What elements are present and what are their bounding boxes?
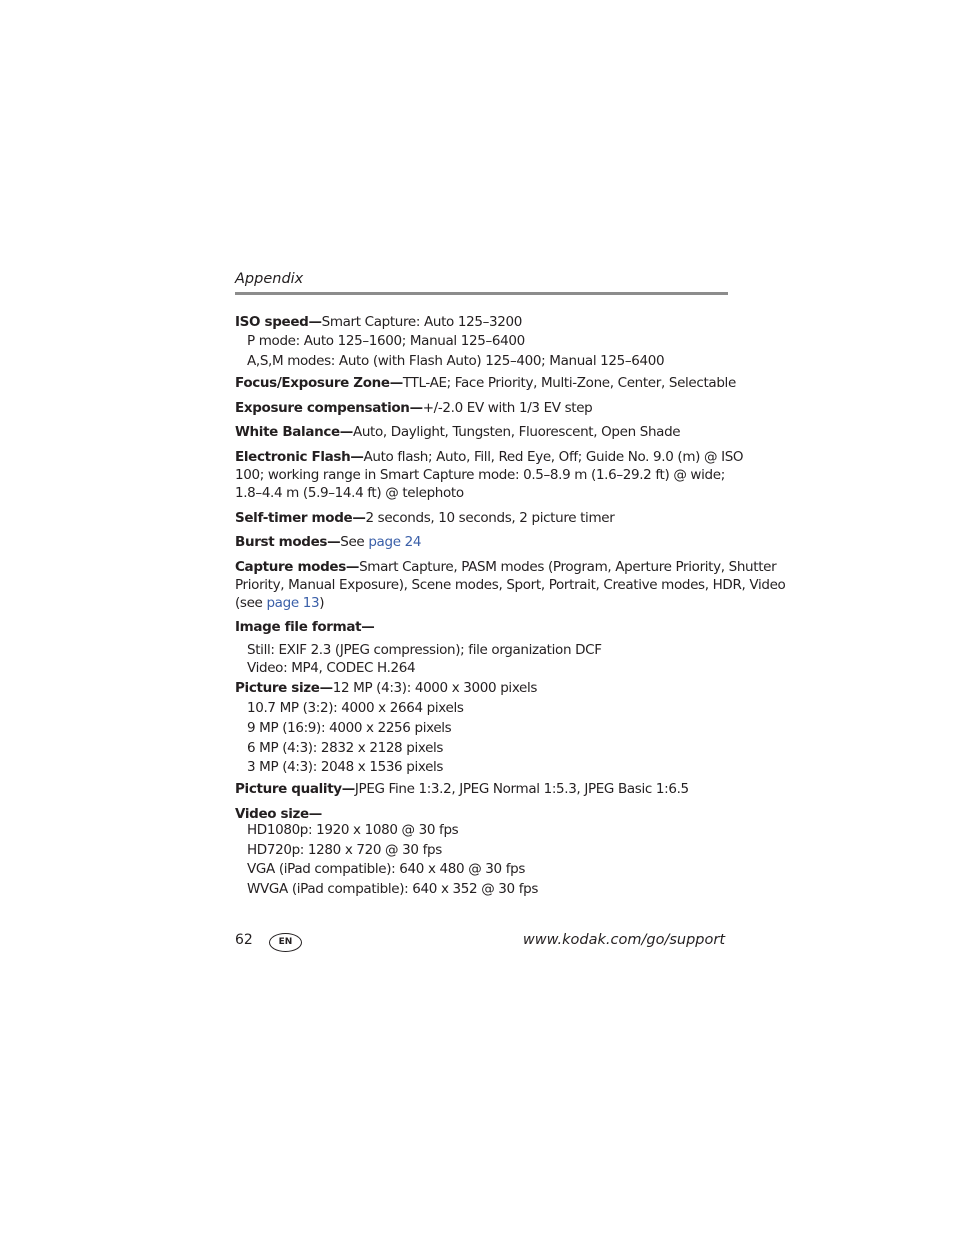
white-balance-value: Auto, Daylight, Tungsten, Fluorescent, Open Shade xyxy=(352,424,681,440)
burst-modes-page-link[interactable]: page 24 xyxy=(368,534,422,550)
iso-speed-label: ISO speed— xyxy=(235,314,322,330)
picture-size-line xyxy=(235,679,537,697)
header-rule xyxy=(235,292,728,295)
self-timer-label: Self-timer mode— xyxy=(235,510,366,526)
image-file-format-label: Image file format— xyxy=(235,619,375,635)
picture-size-item: 6 MP (4:3): 2832 x 2128 pixels xyxy=(247,740,444,756)
picture-quality-value: JPEG Fine 1:3.2, JPEG Normal 1:5.3, JPEG Basic 1:6.5 xyxy=(354,781,689,797)
capture-modes-see: (see xyxy=(235,595,267,611)
section-header: Appendix xyxy=(235,271,304,287)
exposure-compensation-value: +/-2.0 EV with 1/3 EV step xyxy=(422,400,593,416)
iso-speed-asm-modes: A,S,M modes: Auto (with Flash Auto) 125–400; Manual 125–6400 xyxy=(247,353,665,369)
video-size-item: HD1080p: 1920 x 1080 @ 30 fps xyxy=(247,822,459,838)
iso-speed-p-mode: P mode: Auto 125–1600; Manual 125–6400 xyxy=(247,333,525,349)
focus-zone-line xyxy=(235,374,736,392)
picture-quality-line xyxy=(235,780,689,798)
focus-zone-value: TTL-AE; Face Priority, Multi-Zone, Center, Selectable xyxy=(402,375,736,391)
iso-speed-line xyxy=(235,313,522,331)
video-size-label: Video size— xyxy=(235,806,322,822)
electronic-flash-value: Auto flash; Auto, Fill, Red Eye, Off; Guide No. 9.0 (m) @ ISO xyxy=(363,449,744,465)
capture-modes-line-3 xyxy=(235,594,324,612)
exposure-compensation-label: Exposure compensation— xyxy=(235,400,423,416)
capture-modes-close-paren: ) xyxy=(319,595,325,611)
page-number: 62 xyxy=(235,932,253,948)
burst-modes-value: See xyxy=(340,534,369,550)
image-file-format-video: Video: MP4, CODEC H.264 xyxy=(247,660,416,676)
electronic-flash-label: Electronic Flash— xyxy=(235,449,364,465)
picture-size-item: 9 MP (16:9): 4000 x 2256 pixels xyxy=(247,720,452,736)
exposure-compensation-line xyxy=(235,399,592,417)
self-timer-line xyxy=(235,509,614,527)
self-timer-value: 2 seconds, 10 seconds, 2 picture timer xyxy=(365,510,615,526)
picture-quality-label: Picture quality— xyxy=(235,781,355,797)
burst-modes-label: Burst modes— xyxy=(235,534,341,550)
capture-modes-line-2: Priority, Manual Exposure), Scene modes, Sport, Portrait, Creative modes, HDR, Video xyxy=(235,577,786,593)
electronic-flash-line xyxy=(235,448,743,466)
picture-size-item: 3 MP (4:3): 2048 x 1536 pixels xyxy=(247,759,444,775)
iso-speed-value: Smart Capture: Auto 125–3200 xyxy=(321,314,522,330)
burst-modes-line xyxy=(235,533,421,551)
language-badge: EN xyxy=(269,933,302,952)
picture-size-label: Picture size— xyxy=(235,680,333,696)
video-size-item: WVGA (iPad compatible): 640 x 352 @ 30 fps xyxy=(247,881,539,897)
picture-size-item: 10.7 MP (3:2): 4000 x 2664 pixels xyxy=(247,700,464,716)
video-size-item: HD720p: 1280 x 720 @ 30 fps xyxy=(247,842,442,858)
support-url[interactable]: www.kodak.com/go/support xyxy=(522,932,725,948)
image-file-format-still: Still: EXIF 2.3 (JPEG compression); file organization DCF xyxy=(247,642,602,658)
capture-modes-line xyxy=(235,558,776,576)
capture-modes-page-link[interactable]: page 13 xyxy=(266,595,320,611)
white-balance-label: White Balance— xyxy=(235,424,353,440)
capture-modes-value: Smart Capture, PASM modes (Program, Aperture Priority, Shutter xyxy=(359,559,777,575)
white-balance-line xyxy=(235,423,680,441)
video-size-item: VGA (iPad compatible): 640 x 480 @ 30 fps xyxy=(247,861,526,877)
capture-modes-label: Capture modes— xyxy=(235,559,360,575)
electronic-flash-line-3: 1.8–4.4 m (5.9–14.4 ft) @ telephoto xyxy=(235,485,464,501)
focus-zone-label: Focus/Exposure Zone— xyxy=(235,375,403,391)
electronic-flash-line-2: 100; working range in Smart Capture mode: 0.5–8.9 m (1.6–29.2 ft) @ wide; xyxy=(235,467,725,483)
picture-size-value: 12 MP (4:3): 4000 x 3000 pixels xyxy=(332,680,538,696)
